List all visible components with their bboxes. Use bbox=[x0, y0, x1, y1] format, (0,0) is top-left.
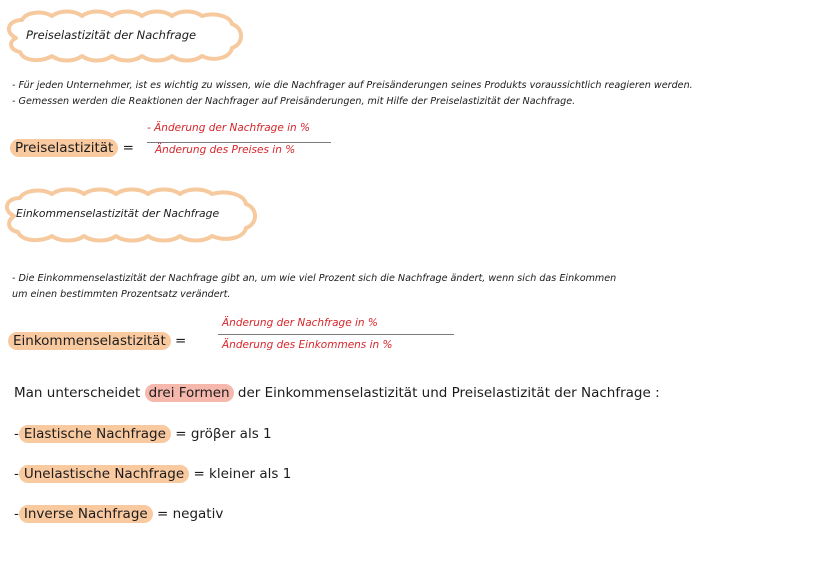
summary-line bbox=[14, 385, 660, 401]
formula-preis bbox=[10, 140, 134, 156]
equals-sign: = bbox=[122, 140, 134, 156]
formula-einkommen bbox=[8, 333, 186, 349]
formula-numerator: Änderung der Nachfrage in % bbox=[222, 317, 378, 329]
form-item-inverse bbox=[14, 506, 223, 522]
form-name: Elastische Nachfrage bbox=[19, 425, 171, 443]
fraction-line bbox=[147, 142, 331, 143]
form-name: Unelastische Nachfrage bbox=[19, 465, 189, 483]
section-title: Preiselastizität der Nachfrage bbox=[26, 28, 197, 42]
form-rest: = kleiner als 1 bbox=[193, 466, 292, 482]
bullet-2: - Gemessen werden die Reaktionen der Nachfrager auf Preisänderungen, mit Hilfe der Preiselastizität der Nachfrage. bbox=[12, 96, 576, 107]
dash: - bbox=[14, 466, 19, 482]
formula-numerator: - Änderung der Nachfrage in % bbox=[147, 122, 311, 134]
formula-denominator: Änderung des Einkommens in % bbox=[222, 339, 393, 351]
form-rest: = negativ bbox=[157, 506, 224, 522]
title-cloud-preiselastizitaet bbox=[2, 8, 246, 64]
text-line-2: um einen bestimmten Prozentsatz verändert. bbox=[12, 289, 231, 300]
summary-highlight: drei Formen bbox=[145, 384, 234, 402]
title-cloud-einkommenselastizitaet bbox=[0, 186, 262, 244]
form-rest: = gröβer als 1 bbox=[175, 426, 272, 442]
bullet-1: - Für jeden Unternehmer, ist es wichtig zu wissen, wie die Nachfrager auf Preisänderungen seines Produkts voraussichtlich reagieren werden. bbox=[12, 80, 693, 91]
formula-denominator: Änderung des Preises in % bbox=[155, 144, 296, 156]
section-title: Einkommenselastizität der Nachfrage bbox=[16, 207, 220, 220]
form-name: Inverse Nachfrage bbox=[19, 505, 153, 523]
formula-label: Einkommenselastizität bbox=[8, 332, 171, 350]
text-line-1: - Die Einkommenselastizität der Nachfrage gibt an, um wie viel Prozent sich die Nachfrage ändert, wenn sich das Einkommen bbox=[12, 273, 617, 284]
summary-suffix: der Einkommenselastizität und Preiselastizität der Nachfrage : bbox=[237, 385, 660, 401]
summary-prefix: Man unterscheidet bbox=[14, 385, 141, 401]
form-item-elastic bbox=[14, 426, 272, 442]
formula-label: Preiselastizität bbox=[10, 139, 118, 157]
fraction-line bbox=[218, 334, 454, 335]
equals-sign: = bbox=[175, 333, 187, 349]
dash: - bbox=[14, 506, 19, 522]
form-item-unelastic bbox=[14, 466, 291, 482]
dash: - bbox=[14, 426, 19, 442]
